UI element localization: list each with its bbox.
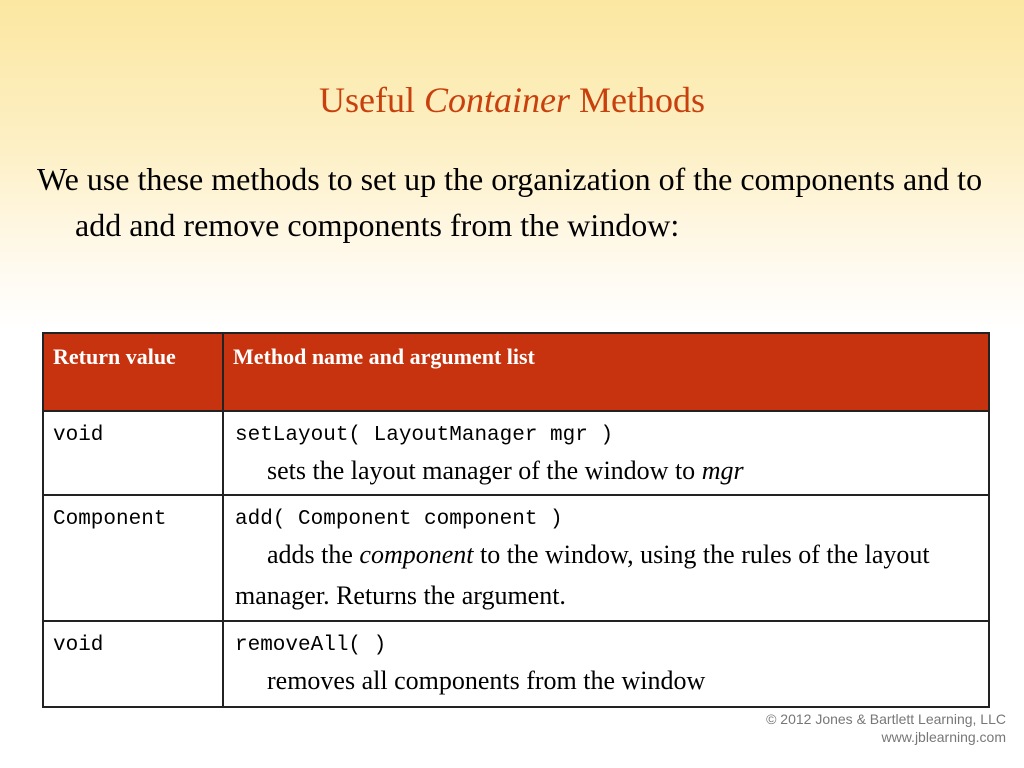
copyright-text: © 2012 Jones & Bartlett Learning, LLC — [766, 711, 1006, 727]
method-description — [235, 660, 982, 701]
desc-text: adds the — [267, 540, 360, 569]
method-cell — [223, 411, 989, 495]
method-cell — [223, 621, 989, 707]
method-description — [235, 450, 982, 491]
table-row — [43, 411, 989, 495]
desc-emphasis: component — [359, 540, 474, 569]
method-cell — [223, 495, 989, 621]
table-row — [43, 621, 989, 707]
return-type-cell: Component — [43, 495, 223, 621]
header-return-value: Return value — [43, 333, 223, 411]
table-row — [43, 495, 989, 621]
title-prefix: Useful — [319, 80, 424, 120]
return-type-cell: void — [43, 411, 223, 495]
method-signature: removeAll( ) — [235, 634, 387, 657]
title-suffix: Methods — [570, 80, 705, 120]
method-signature: setLayout( LayoutManager mgr ) — [235, 424, 614, 447]
desc-text: removes all components from the window — [267, 666, 706, 695]
table-header-row — [43, 333, 989, 411]
title-emphasis: Container — [423, 80, 570, 120]
return-type-cell: void — [43, 621, 223, 707]
website-link[interactable]: www.jblearning.com — [881, 729, 1006, 745]
copyright-footer — [766, 710, 1006, 746]
methods-table — [42, 332, 990, 708]
intro-text: We use these methods to set up the organization of the components and to add and remove components from the window: — [37, 161, 983, 243]
desc-text: sets the layout manager of the window to — [267, 456, 702, 485]
method-signature: add( Component component ) — [235, 508, 563, 531]
desc-emphasis: mgr — [701, 456, 744, 485]
slide-title — [0, 76, 1024, 124]
method-description — [235, 534, 982, 616]
desc-text-tail: to the window, using the rules of the layout manager. Returns the argument. — [235, 540, 930, 610]
header-method: Method name and argument list — [223, 333, 989, 411]
